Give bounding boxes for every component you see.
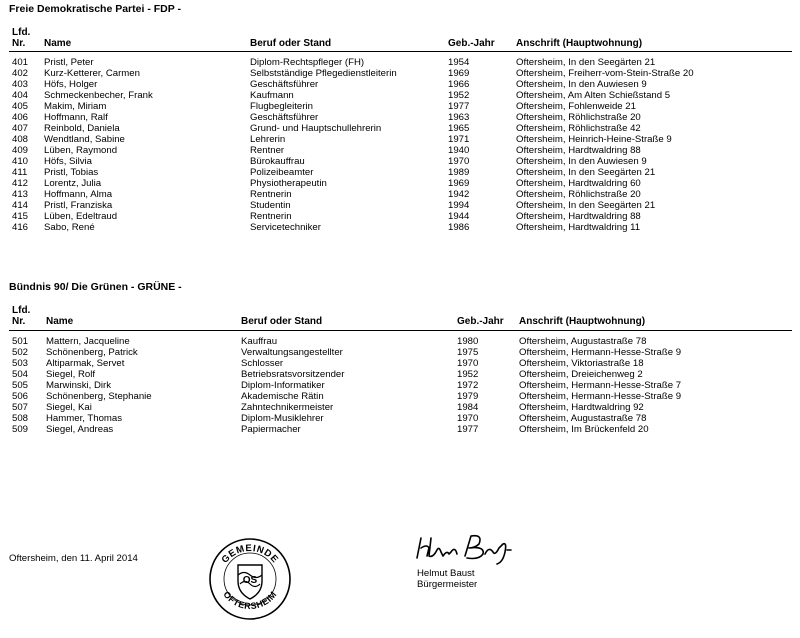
cell-occupation: Kauffrau: [241, 336, 278, 347]
cell-address: Oftersheim, Heinrich-Heine-Straße 9: [516, 134, 672, 145]
signer-name: Helmut Baust: [417, 568, 475, 579]
cell-address: Oftersheim, Hermann-Hesse-Straße 9: [519, 391, 682, 402]
cell-nr: 408: [12, 134, 29, 145]
cell-name: Kurz-Ketterer, Carmen: [44, 68, 140, 79]
cell-name: Schönenberg, Stephanie: [46, 391, 152, 402]
svg-text:OFTERSHEIM: [221, 589, 278, 611]
seal-bottom-text: OFTERSHEIM: [221, 589, 279, 612]
cell-name: Lüben, Edeltraud: [44, 211, 118, 222]
cell-address: Oftersheim, Viktoriastraße 18: [519, 358, 644, 369]
cell-year: 1980: [457, 336, 479, 347]
table-row: [0, 134, 800, 145]
cell-year: 1952: [457, 369, 479, 380]
cell-name: Hammer, Thomas: [46, 413, 123, 424]
table-row: [0, 68, 800, 79]
cell-year: 1986: [448, 222, 470, 233]
cell-occupation: Rentner: [250, 145, 285, 156]
cell-occupation: Rentnerin: [250, 189, 292, 200]
table-row: [0, 178, 800, 189]
cell-name: Wendtland, Sabine: [44, 134, 125, 145]
cell-name: Höfs, Silvia: [44, 156, 92, 167]
cell-nr: 507: [12, 402, 29, 413]
cell-occupation: Betriebsratsvorsitzender: [241, 369, 345, 380]
cell-address: Oftersheim, Fohlenweide 21: [516, 101, 636, 112]
cell-year: 1944: [448, 211, 470, 222]
gruene-header-nr-line1: Lfd.: [12, 305, 31, 316]
table-row: [0, 101, 800, 112]
cell-name: Makim, Miriam: [44, 101, 107, 112]
cell-occupation: Diplom-Musiklehrer: [241, 413, 324, 424]
fdp-header-address: Anschrift (Hauptwohnung): [516, 38, 643, 49]
table-row: [0, 57, 800, 68]
cell-nr: 405: [12, 101, 29, 112]
cell-year: 1969: [448, 68, 470, 79]
cell-nr: 509: [12, 424, 29, 435]
cell-occupation: Diplom-Rechtspfleger (FH): [250, 57, 365, 68]
gruene-header-name: Name: [46, 316, 74, 327]
cell-address: Oftersheim, In den Seegärten 21: [516, 57, 656, 68]
place-date: Oftersheim, den 11. April 2014: [9, 553, 138, 564]
table-row: [0, 369, 800, 380]
cell-name: Siegel, Rolf: [46, 369, 96, 380]
cell-occupation: Servicetechniker: [250, 222, 321, 233]
cell-year: 1989: [448, 167, 470, 178]
cell-name: Hoffmann, Ralf: [44, 112, 108, 123]
cell-nr: 409: [12, 145, 29, 156]
cell-name: Siegel, Andreas: [46, 424, 114, 435]
table-row: [0, 358, 800, 369]
cell-nr: 502: [12, 347, 29, 358]
cell-address: Oftersheim, In den Seegärten 21: [516, 200, 656, 211]
cell-address: Oftersheim, In den Auwiesen 9: [516, 79, 647, 90]
cell-occupation: Akademische Rätin: [241, 391, 324, 402]
cell-address: Oftersheim, Hardtwaldring 88: [516, 211, 641, 222]
cell-name: Höfs, Holger: [44, 79, 98, 90]
table-row: [0, 123, 800, 134]
fdp-header-name: Name: [44, 38, 72, 49]
cell-address: Oftersheim, Am Alten Schießstand 5: [516, 90, 671, 101]
seal-monogram: OS: [242, 575, 258, 586]
cell-name: Schmeckenbecher, Frank: [44, 90, 153, 101]
municipal-seal: [208, 537, 292, 621]
cell-nr: 415: [12, 211, 29, 222]
cell-year: 1940: [448, 145, 470, 156]
cell-year: 1942: [448, 189, 470, 200]
handwritten-signature: [413, 532, 515, 566]
cell-year: 1994: [448, 200, 470, 211]
table-row: [0, 200, 800, 211]
table-row: [0, 167, 800, 178]
cell-address: Oftersheim, Hardtwaldring 60: [516, 178, 641, 189]
fdp-header-year: Geb.-Jahr: [448, 38, 495, 49]
cell-name: Reinbold, Daniela: [44, 123, 120, 134]
cell-name: Pristl, Peter: [44, 57, 94, 68]
cell-year: 1970: [457, 358, 479, 369]
cell-address: Oftersheim, In den Seegärten 21: [516, 167, 656, 178]
table-row: [0, 90, 800, 101]
cell-nr: 403: [12, 79, 29, 90]
cell-address: Oftersheim, Hardtwaldring 92: [519, 402, 644, 413]
cell-nr: 503: [12, 358, 29, 369]
cell-year: 1952: [448, 90, 470, 101]
cell-occupation: Flugbegleiterin: [250, 101, 313, 112]
cell-year: 1971: [448, 134, 470, 145]
cell-nr: 407: [12, 123, 29, 134]
table-row: [0, 211, 800, 222]
cell-nr: 416: [12, 222, 29, 233]
cell-year: 1966: [448, 79, 470, 90]
cell-address: Oftersheim, Röhlichstraße 20: [516, 112, 641, 123]
cell-year: 1970: [457, 413, 479, 424]
cell-nr: 402: [12, 68, 29, 79]
cell-address: Oftersheim, Röhlichstraße 42: [516, 123, 641, 134]
cell-nr: 508: [12, 413, 29, 424]
cell-year: 1963: [448, 112, 470, 123]
cell-occupation: Lehrerin: [250, 134, 286, 145]
cell-year: 1965: [448, 123, 470, 134]
cell-name: Hoffmann, Alma: [44, 189, 113, 200]
cell-address: Oftersheim, Hardtwaldring 88: [516, 145, 641, 156]
cell-name: Schönenberg, Patrick: [46, 347, 138, 358]
cell-name: Sabo, René: [44, 222, 95, 233]
cell-year: 1970: [448, 156, 470, 167]
table-row: [0, 79, 800, 90]
gruene-header-occupation: Beruf oder Stand: [241, 316, 323, 327]
cell-nr: 404: [12, 90, 29, 101]
cell-address: Oftersheim, In den Auwiesen 9: [516, 156, 647, 167]
cell-name: Mattern, Jacqueline: [46, 336, 130, 347]
cell-address: Oftersheim, Augustastraße 78: [519, 336, 647, 347]
cell-occupation: Studentin: [250, 200, 291, 211]
table-row: [0, 156, 800, 167]
gruene-header-year: Geb.-Jahr: [457, 316, 504, 327]
cell-occupation: Geschäftsführer: [250, 79, 319, 90]
cell-name: Lüben, Raymond: [44, 145, 118, 156]
cell-address: Oftersheim, Hermann-Hesse-Straße 9: [519, 347, 682, 358]
cell-nr: 406: [12, 112, 29, 123]
cell-year: 1977: [448, 101, 470, 112]
cell-year: 1979: [457, 391, 479, 402]
table-row: [0, 112, 800, 123]
cell-occupation: Bürokauffrau: [250, 156, 305, 167]
gruene-section-title: Bündnis 90/ Die Grünen - GRÜNE -: [9, 281, 182, 293]
table-row: [0, 347, 800, 358]
cell-nr: 504: [12, 369, 29, 380]
table-row: [0, 413, 800, 424]
cell-name: Pristl, Tobias: [44, 167, 99, 178]
cell-occupation: Polizeibeamter: [250, 167, 314, 178]
cell-year: 1954: [448, 57, 470, 68]
cell-occupation: Kaufmann: [250, 90, 294, 101]
cell-nr: 412: [12, 178, 29, 189]
cell-address: Oftersheim, Hardtwaldring 11: [516, 222, 641, 233]
table-row: [0, 189, 800, 200]
cell-occupation: Zahntechnikermeister: [241, 402, 334, 413]
fdp-section-title: Freie Demokratische Partei - FDP -: [9, 3, 181, 15]
cell-year: 1972: [457, 380, 479, 391]
cell-name: Altiparmak, Servet: [46, 358, 125, 369]
cell-year: 1984: [457, 402, 479, 413]
cell-occupation: Verwaltungsangestellter: [241, 347, 343, 358]
cell-occupation: Papiermacher: [241, 424, 301, 435]
cell-occupation: Selbstständige Pflegedienstleiterin: [250, 68, 397, 79]
cell-nr: 411: [12, 167, 28, 178]
table-row: [0, 391, 800, 402]
table-row: [0, 380, 800, 391]
gruene-header-address: Anschrift (Hauptwohnung): [519, 316, 646, 327]
gruene-header-nr-line2: Nr.: [12, 316, 26, 327]
table-row: [0, 145, 800, 156]
cell-nr: 505: [12, 380, 29, 391]
fdp-header-nr-line1: Lfd.: [12, 27, 31, 38]
cell-occupation: Physiotherapeutin: [250, 178, 327, 189]
cell-address: Oftersheim, Freiherr-vom-Stein-Straße 20: [516, 68, 694, 79]
cell-occupation: Grund- und Hauptschullehrerin: [250, 123, 382, 134]
cell-address: Oftersheim, Dreieichenweg 2: [519, 369, 643, 380]
cell-occupation: Geschäftsführer: [250, 112, 319, 123]
table-row: [0, 424, 800, 435]
cell-nr: 401: [12, 57, 29, 68]
fdp-header-nr-line2: Nr.: [12, 38, 26, 49]
cell-year: 1969: [448, 178, 470, 189]
cell-name: Siegel, Kai: [46, 402, 92, 413]
fdp-header-occupation: Beruf oder Stand: [250, 38, 332, 49]
cell-address: Oftersheim, Augustastraße 78: [519, 413, 647, 424]
cell-year: 1977: [457, 424, 479, 435]
cell-name: Pristl, Franziska: [44, 200, 113, 211]
cell-nr: 414: [12, 200, 29, 211]
cell-occupation: Schlosser: [241, 358, 284, 369]
cell-address: Oftersheim, Röhlichstraße 20: [516, 189, 641, 200]
table-row: [0, 402, 800, 413]
cell-name: Marwinski, Dirk: [46, 380, 112, 391]
cell-address: Oftersheim, Hermann-Hesse-Straße 7: [519, 380, 682, 391]
svg-text:GEMEINDE: [219, 543, 280, 566]
gruene-header-rule: [9, 330, 792, 331]
cell-nr: 410: [12, 156, 29, 167]
cell-occupation: Rentnerin: [250, 211, 292, 222]
cell-nr: 506: [12, 391, 29, 402]
cell-name: Lorentz, Julia: [44, 178, 102, 189]
table-row: [0, 222, 800, 233]
signer-title: Bürgermeister: [417, 579, 478, 590]
cell-address: Oftersheim, Im Brückenfeld 20: [519, 424, 649, 435]
fdp-header-rule: [9, 51, 792, 52]
cell-year: 1975: [457, 347, 479, 358]
cell-nr: 501: [12, 336, 29, 347]
cell-occupation: Diplom-Informatiker: [241, 380, 325, 391]
cell-nr: 413: [12, 189, 29, 200]
table-row: [0, 336, 800, 347]
seal-top-text: GEMEINDE: [219, 542, 281, 566]
